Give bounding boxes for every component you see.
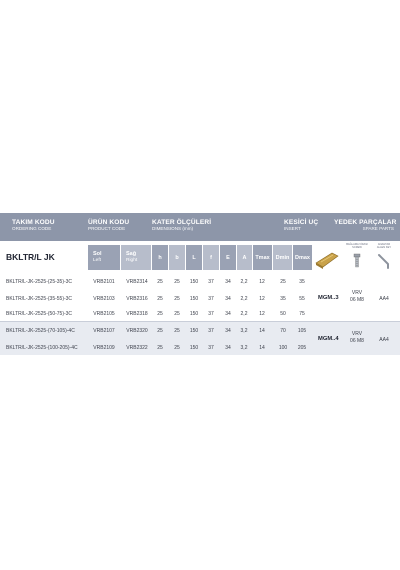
row-1-b: 25 [174,279,180,285]
column-dmin: Dmin [273,245,292,270]
row-3-A: 2,2 [240,311,248,317]
column-left-main: Sol [93,251,102,257]
column-b: b [169,245,185,270]
group-1-screw-line1: VRV [351,290,363,296]
row-3-b: 25 [174,311,180,317]
row-3-E: 34 [225,311,231,317]
column-A: A [237,245,252,270]
row-2-dmax: 55 [299,296,305,302]
key-label-tr: ANAHTAR [377,243,391,246]
key-label [377,243,391,249]
spare-parts-subtitle: SPARE PARTS [362,226,394,231]
ordering-code-title: TAKIM KODU [12,219,55,226]
column-L: L [186,245,202,270]
product-code-subtitle: PRODUCT CODE [88,226,126,231]
row-2-L: 150 [189,296,199,302]
row-4-h: 25 [157,328,163,334]
insert-header [284,219,318,232]
row-2-code: BKLTR/L-JK-2525-(35-55)-3C [6,296,73,302]
column-right-main: Sağ [126,251,137,257]
row-5-dmax: 205 [297,345,307,351]
row-1-dmax: 35 [299,279,305,285]
row-5-h: 25 [157,345,163,351]
allen-key-icon [376,252,394,270]
column-left [88,245,120,270]
dimensions-header [152,219,211,232]
row-1-L: 150 [189,279,199,285]
column-right-sub: Right [126,258,138,263]
column-left-sub: Left [93,258,102,263]
row-1-right: VRB2314 [126,279,148,285]
insert-icon [314,249,340,269]
row-1-dmin: 25 [280,279,286,285]
row-4-L: 150 [189,328,199,334]
group-2-insert: MGM..4 [318,336,339,342]
row-1-f: 37 [208,279,214,285]
row-4-b: 25 [174,328,180,334]
row-1-h: 25 [157,279,163,285]
product-code-header [88,219,129,232]
row-5-dmin: 100 [278,345,288,351]
row-3-f: 37 [208,311,214,317]
row-5-right: VRB2322 [126,345,148,351]
spare-parts-title: YEDEK PARÇALAR [334,219,397,226]
row-2-E: 34 [225,296,231,302]
row-5-L: 150 [189,345,199,351]
row-4-f: 37 [208,328,214,334]
row-5-A: 3,2 [240,345,248,351]
insert-subtitle: INSERT [284,226,301,231]
row-4-E: 34 [225,328,231,334]
screw-label-tr: BAĞLAMA VİDASI [346,243,368,246]
row-1-E: 34 [225,279,231,285]
screw-label-en: SCREW [352,246,362,250]
row-1-A: 2,2 [240,279,248,285]
dimensions-title: KATER ÖLÇÜLERİ [152,219,212,226]
group-2-key: AA4 [379,337,389,343]
row-3-dmin: 50 [280,311,286,317]
row-4-dmax: 105 [297,328,307,334]
product-code-title: ÜRÜN KODU [88,219,130,226]
header-band [0,213,400,241]
row-1-tmax: 12 [259,279,265,285]
column-dmax: Dmax [293,245,312,270]
row-4-A: 3,2 [240,328,248,334]
row-5-code: BKLTR/L-JK-2525-(100-205)-4C [6,345,78,351]
product-name: BKLTR/L JK [6,252,55,262]
row-3-dmax: 75 [299,311,305,317]
screw-icon [350,253,364,269]
row-2-f: 37 [208,296,214,302]
group-2-screw-line2: 06 M8 [350,337,364,344]
row-4-dmin: 70 [280,328,286,334]
dimensions-subtitle: DIMENSIONS (mm) [152,226,194,231]
group-1-key: AA4 [379,296,389,302]
column-f: f [203,245,219,270]
column-E: E [220,245,236,270]
screw-label [346,243,368,249]
row-2-A: 2,2 [240,296,248,302]
row-1-code: BKLTR/L-JK-2525-(25-35)-3C [6,279,73,285]
group-2-screw [350,331,364,344]
row-3-code: BKLTR/L-JK-2525-(50-75)-3C [6,311,73,317]
key-label-en: ALLEN KEY [376,246,392,250]
row-3-L: 150 [189,311,199,317]
row-2-b: 25 [174,296,180,302]
row-5-left: VRB2109 [93,345,115,351]
row-5-b: 25 [174,345,180,351]
column-tmax: Tmax [253,245,272,270]
row-4-right: VRB2320 [126,328,148,334]
row-5-f: 37 [208,345,214,351]
row-3-tmax: 12 [259,311,265,317]
row-1-left: VRB2101 [93,279,115,285]
row-2-h: 25 [157,296,163,302]
group-2-screw-line1: VRV [351,331,363,337]
column-right [121,245,151,270]
column-h: h [152,245,168,270]
row-2-right: VRB2316 [126,296,148,302]
group-1-screw-line2: 06 M8 [350,296,364,303]
insert-title: KESİCİ UÇ [284,219,319,226]
row-5-E: 34 [225,345,231,351]
row-2-tmax: 12 [259,296,265,302]
ordering-code-header [12,219,55,232]
row-3-left: VRB2105 [93,311,115,317]
row-2-dmin: 35 [280,296,286,302]
row-3-h: 25 [157,311,163,317]
row-3-right: VRB2318 [126,311,148,317]
group-1-screw [350,290,364,303]
row-4-tmax: 14 [259,328,265,334]
ordering-code-subtitle: ORDERING CODE [12,226,52,231]
row-5-tmax: 14 [259,345,265,351]
row-2-left: VRB2103 [93,296,115,302]
group-1-insert: MGM..3 [318,295,339,301]
row-4-code: BKLTR/L-JK-2525-(70-105)-4C [6,328,75,334]
spare-parts-header [334,219,397,232]
group-divider [0,321,400,322]
row-4-left: VRB2107 [93,328,115,334]
